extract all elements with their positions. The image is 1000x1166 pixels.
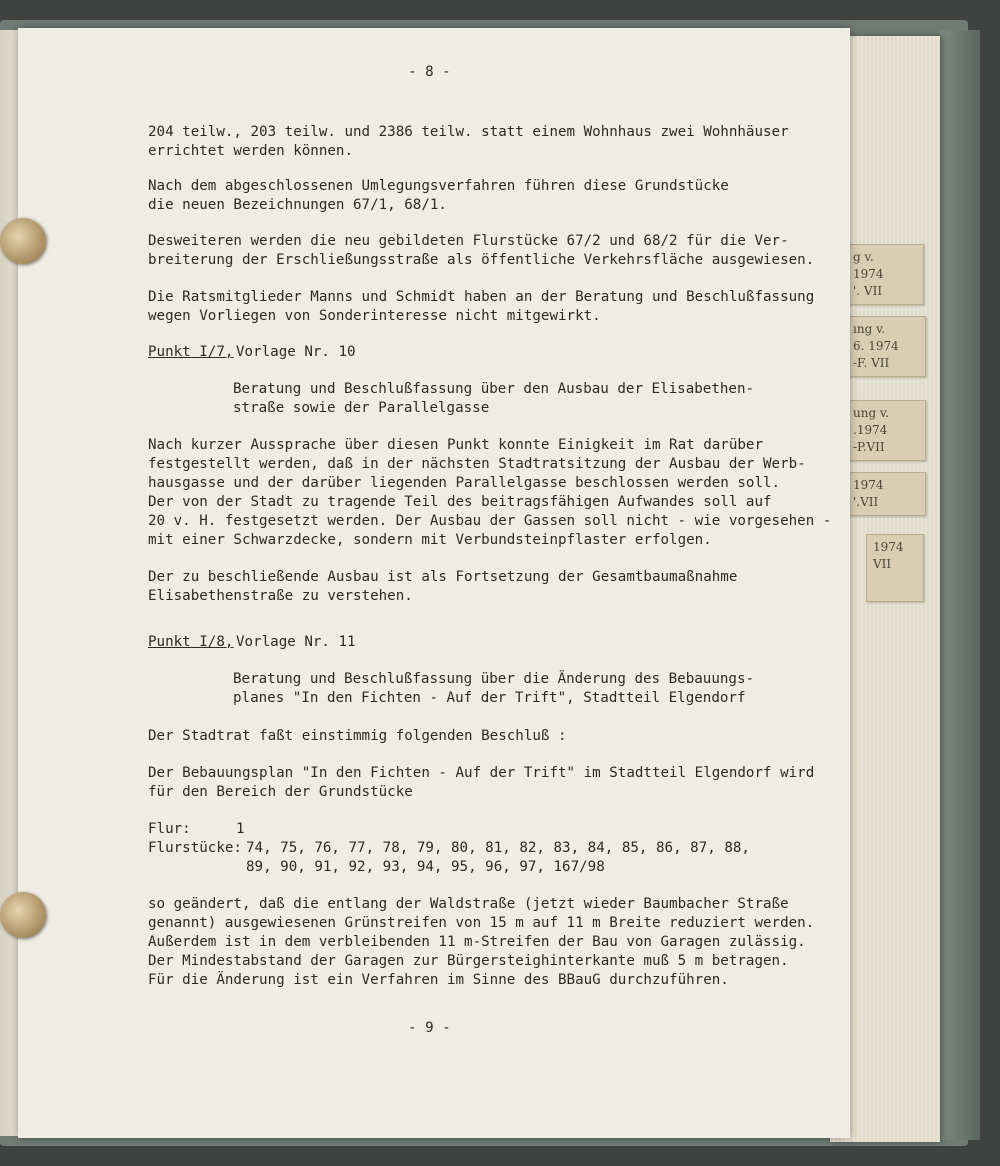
- agenda-item-subject: Beratung und Beschlußfassung über die Änderung des Bebauungs-: [233, 671, 755, 687]
- text-line: so geändert, daß die entlang der Waldstraße (jetzt wieder Baumbacher Straße: [148, 896, 789, 912]
- text-line: Die Ratsmitglieder Manns und Schmidt haben an der Beratung und Beschlußfassung: [148, 289, 815, 305]
- text-line: festgestellt werden, daß in der nächsten Stadtratsitzung der Ausbau der Werb-: [148, 456, 806, 472]
- text-line: Der zu beschließende Ausbau ist als Fortsetzung der Gesamtbaumaßnahme: [148, 569, 738, 585]
- agenda-item-subject: Beratung und Beschlußfassung über den Ausbau der Elisabethen-: [233, 381, 755, 397]
- binder-spine-edge: [940, 30, 980, 1140]
- text-line: Nach kurzer Aussprache über diesen Punkt konnte Einigkeit im Rat darüber: [148, 437, 763, 453]
- flurstuecke-list: 74, 75, 76, 77, 78, 79, 80, 81, 82, 83, 84, 85, 86, 87, 88,: [246, 840, 750, 856]
- index-tab: 1974 '.VII: [846, 472, 926, 516]
- text-line: Der Mindestabstand der Garagen zur Bürgersteighinterkante muß 5 m betragen.: [148, 953, 789, 969]
- flur-value: 1: [236, 821, 245, 837]
- text-line: Für die Änderung ist ein Verfahren im Sinne des BBauG durchzuführen.: [148, 972, 729, 988]
- text-line: Nach dem abgeschlossenen Umlegungsverfahren führen diese Grundstücke: [148, 178, 729, 194]
- agenda-item-subject: planes "In den Fichten - Auf der Trift", Stadtteil Elgendorf: [233, 690, 746, 706]
- text-line: 204 teilw., 203 teilw. und 2386 teilw. statt einem Wohnhaus zwei Wohnhäuser: [148, 124, 789, 140]
- header-page-number: - 8 -: [408, 64, 451, 80]
- agenda-item-label: Punkt I/7,: [148, 344, 234, 360]
- text-line: 20 v. H. festgesetzt werden. Der Ausbau der Gassen soll nicht - wie vorgesehen -: [148, 513, 832, 529]
- flur-label: Flur:: [148, 821, 191, 837]
- text-line: Der Bebauungsplan "In den Fichten - Auf der Trift" im Stadtteil Elgendorf wird: [148, 765, 815, 781]
- footer-page-number: - 9 -: [408, 1020, 451, 1036]
- agenda-item-subject: straße sowie der Parallelgasse: [233, 400, 490, 416]
- index-tab: 1974 VII: [866, 534, 924, 602]
- index-tab: ung v. .1974 -P.VII: [846, 400, 926, 461]
- binder-ring-top: [0, 218, 46, 264]
- binder-ring-bottom: [0, 892, 46, 938]
- text-line: wegen Vorliegen von Sonderinteresse nicht mitgewirkt.: [148, 308, 601, 324]
- agenda-item-vorlage: Vorlage Nr. 11: [236, 634, 356, 650]
- text-line: genannt) ausgewiesenen Grünstreifen von 15 m auf 11 m Breite reduziert werden.: [148, 915, 815, 931]
- text-line: mit einer Schwarzdecke, sondern mit Verbundsteinpflaster erfolgen.: [148, 532, 712, 548]
- text-line: Der von der Stadt zu tragende Teil des beitragsfähigen Aufwandes soll auf: [148, 494, 772, 510]
- agenda-item-vorlage: Vorlage Nr. 10: [236, 344, 356, 360]
- flurstuecke-list: 89, 90, 91, 92, 93, 94, 95, 96, 97, 167/98: [246, 859, 605, 875]
- index-tab: g v. 1974 '. VII: [846, 244, 924, 305]
- text-line: Desweiteren werden die neu gebildeten Flurstücke 67/2 und 68/2 für die Ver-: [148, 233, 789, 249]
- flurstuecke-label: Flurstücke:: [148, 840, 242, 856]
- text-line: hausgasse und der darüber liegenden Parallelgasse beschlossen werden soll.: [148, 475, 781, 491]
- text-line: Außerdem ist in dem verbleibenden 11 m-Streifen der Bau von Garagen zulässig.: [148, 934, 806, 950]
- text-line: errichtet werden können.: [148, 143, 353, 159]
- text-line: die neuen Bezeichnungen 67/1, 68/1.: [148, 197, 447, 213]
- text-line: Elisabethenstraße zu verstehen.: [148, 588, 413, 604]
- text-line: breiterung der Erschließungsstraße als öffentliche Verkehrsfläche ausgewiesen.: [148, 252, 815, 268]
- text-line: Der Stadtrat faßt einstimmig folgenden Beschluß :: [148, 728, 567, 744]
- text-line: für den Bereich der Grundstücke: [148, 784, 413, 800]
- index-tab: ıng v. 6. 1974 -F. VII: [846, 316, 926, 377]
- agenda-item-label: Punkt I/8,: [148, 634, 234, 650]
